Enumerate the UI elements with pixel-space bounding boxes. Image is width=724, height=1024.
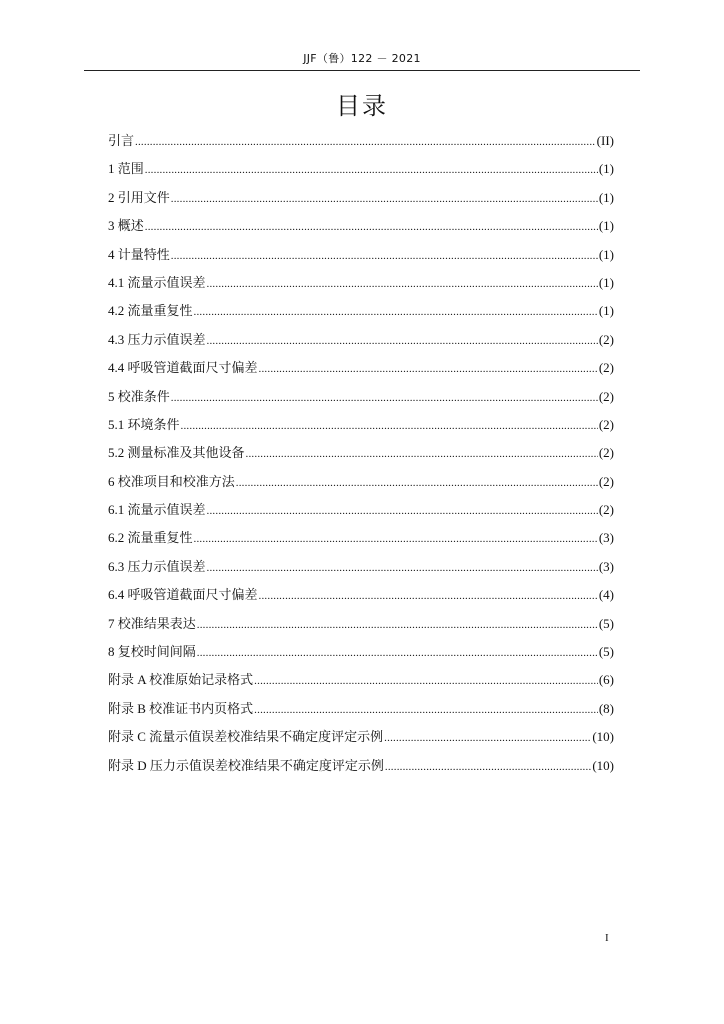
toc-dot-leader xyxy=(207,327,598,355)
toc-entry-label: 4.3 压力示值误差 xyxy=(108,331,206,347)
toc-entry-page: (3) xyxy=(598,558,614,574)
toc-entry-label: 6.1 流量示值误差 xyxy=(108,502,206,518)
toc-entry-label: 3 概述 xyxy=(108,218,144,234)
toc-entry[interactable] xyxy=(108,269,614,297)
toc-entry[interactable] xyxy=(108,127,614,155)
toc-entry-label: 5.2 测量标准及其他设备 xyxy=(108,445,245,461)
toc-entry[interactable] xyxy=(108,723,614,751)
toc-entry-page: (1) xyxy=(598,246,614,262)
toc-entry-page: (2) xyxy=(598,331,614,347)
toc-entry-label: 5 校准条件 xyxy=(108,388,170,404)
toc-entry[interactable] xyxy=(108,524,614,552)
toc-entry[interactable] xyxy=(108,695,614,723)
toc-entry[interactable] xyxy=(108,496,614,524)
toc-entry[interactable] xyxy=(108,439,614,467)
toc-entry[interactable] xyxy=(108,383,614,411)
toc-entry[interactable] xyxy=(108,638,614,666)
toc-entry[interactable] xyxy=(108,297,614,325)
toc-entry-page: (2) xyxy=(598,502,614,518)
toc-entry[interactable] xyxy=(108,468,614,496)
toc-entry-label: 引言 xyxy=(108,133,135,148)
toc-dot-leader xyxy=(171,185,598,213)
toc-entry-label: 8 复校时间间隔 xyxy=(108,644,196,660)
toc-entry-page: (2) xyxy=(598,360,614,376)
toc-entry-page: (6) xyxy=(598,672,614,688)
toc-entry-page: (3) xyxy=(598,530,614,546)
toc-dot-leader xyxy=(246,440,598,468)
toc-dot-leader xyxy=(145,156,598,184)
toc-entry[interactable] xyxy=(108,553,614,581)
toc-entry-label: 6.4 呼吸管道截面尺寸偏差 xyxy=(108,587,258,603)
page-header xyxy=(84,48,640,71)
standard-code: JJF（鲁）122 － 2021 xyxy=(303,52,421,65)
toc-entry-page: (10) xyxy=(592,729,614,745)
toc-dot-leader xyxy=(171,384,598,412)
toc-entry-label: 5.1 环境条件 xyxy=(108,416,180,432)
toc-dot-leader xyxy=(207,554,598,582)
toc-entry-page: (1) xyxy=(598,161,614,177)
toc-dot-leader xyxy=(207,270,598,298)
toc-dot-leader xyxy=(145,213,598,241)
toc-entry-page: (II) xyxy=(596,133,614,148)
toc-dot-leader xyxy=(197,611,598,639)
toc-entry-label: 4 计量特性 xyxy=(108,246,170,262)
toc-entry-page: (5) xyxy=(598,644,614,660)
toc-entry-page: (2) xyxy=(598,473,614,489)
toc-entry[interactable] xyxy=(108,241,614,269)
toc-entry-page: (1) xyxy=(598,218,614,234)
toc-dot-leader xyxy=(181,412,598,440)
toc-entry[interactable] xyxy=(108,666,614,694)
toc-entry[interactable] xyxy=(108,184,614,212)
toc-entry[interactable] xyxy=(108,610,614,638)
toc-entry-label: 7 校准结果表达 xyxy=(108,615,196,631)
toc-dot-leader xyxy=(254,667,598,695)
toc-entry[interactable] xyxy=(108,155,614,183)
toc-dot-leader xyxy=(384,724,591,752)
toc-entry-page: (10) xyxy=(592,757,614,773)
toc-entry-label: 4.2 流量重复性 xyxy=(108,303,193,319)
toc-entry-label: 6 校准项目和校准方法 xyxy=(108,473,235,489)
toc-entry-page: (1) xyxy=(598,303,614,319)
toc-entry[interactable] xyxy=(108,326,614,354)
toc-dot-leader xyxy=(197,639,598,667)
toc-entry-label: 2 引用文件 xyxy=(108,189,170,205)
toc-dot-leader xyxy=(171,242,598,270)
toc-entry-page: (1) xyxy=(598,274,614,290)
toc-entry-page: (1) xyxy=(598,189,614,205)
toc-entry-label: 附录 A 校准原始记录格式 xyxy=(108,672,254,688)
toc-entry-label: 4.4 呼吸管道截面尺寸偏差 xyxy=(108,360,258,376)
toc-dot-leader xyxy=(194,525,598,553)
toc-entry-page: (2) xyxy=(598,416,614,432)
toc-entry-page: (8) xyxy=(598,700,614,716)
toc-title: 目录 xyxy=(336,92,388,120)
toc-entry-label: 附录 C 流量示值误差校准结果不确定度评定示例 xyxy=(108,729,384,745)
toc-entry[interactable] xyxy=(108,581,614,609)
toc-entry[interactable] xyxy=(108,212,614,240)
table-of-contents xyxy=(108,127,614,780)
toc-entry-page: (2) xyxy=(598,388,614,404)
toc-entry-label: 附录 B 校准证书内页格式 xyxy=(108,700,254,716)
toc-entry-page: (2) xyxy=(598,445,614,461)
toc-dot-leader xyxy=(259,355,598,383)
toc-dot-leader xyxy=(385,753,591,781)
toc-dot-leader xyxy=(236,469,598,497)
toc-entry[interactable] xyxy=(108,411,614,439)
page-number: I xyxy=(605,932,609,944)
toc-dot-leader xyxy=(194,298,598,326)
toc-entry-label: 6.3 压力示值误差 xyxy=(108,558,206,574)
toc-entry-page: (5) xyxy=(598,615,614,631)
toc-dot-leader xyxy=(254,696,598,724)
toc-entry-label: 附录 D 压力示值误差校准结果不确定度评定示例 xyxy=(108,757,384,773)
toc-entry-page: (4) xyxy=(598,587,614,603)
toc-entry-label: 1 范围 xyxy=(108,161,144,177)
toc-dot-leader xyxy=(259,582,598,610)
toc-entry-label: 4.1 流量示值误差 xyxy=(108,274,206,290)
toc-dot-leader xyxy=(135,128,596,156)
toc-entry[interactable] xyxy=(108,354,614,382)
toc-entry-label: 6.2 流量重复性 xyxy=(108,530,193,546)
toc-entry[interactable] xyxy=(108,752,614,780)
toc-dot-leader xyxy=(207,497,598,525)
